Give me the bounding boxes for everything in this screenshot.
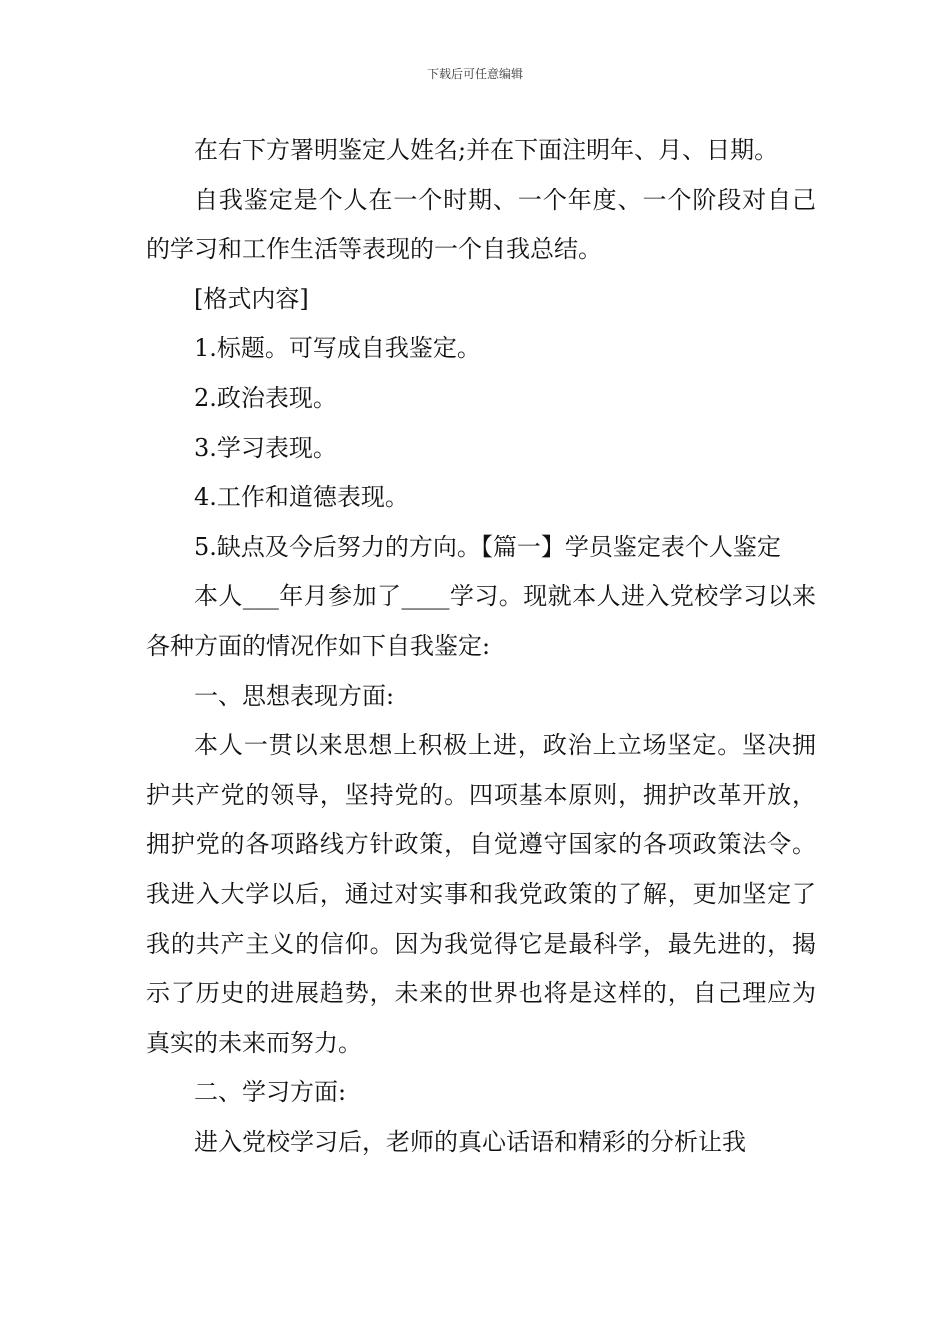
paragraph: 5.缺点及今后努力的方向。【篇一】学员鉴定表个人鉴定	[194, 532, 781, 561]
section-heading: 一、思想表现方面:	[194, 681, 395, 710]
section-heading: 二、学习方面:	[194, 1078, 347, 1107]
paragraph: 1.标题。可写成自我鉴定。	[194, 334, 481, 363]
paragraph: 在右下方署明鉴定人姓名;并在下面注明年、月、日期。	[194, 136, 779, 164]
document-body	[146, 126, 816, 1167]
paragraph: [格式内容]	[194, 284, 309, 313]
paragraph: 自我鉴定是个人在一个时期、一个年度、一个阶段对自己的学习和工作生活等表现的一个自我总结。	[146, 185, 816, 264]
page-header: 下载后可任意编辑	[426, 67, 523, 81]
paragraph: 4.工作和道德表现。	[194, 483, 409, 512]
paragraph: 本人一贯以来思想上积极上进，政治上立场坚定。坚决拥护共产党的领导，坚持党的。四项基本原则，拥护改革开放，拥护党的各项路线方针政策，自觉遵守国家的各项政策法令。我进入大学以后，通过对实事和我党政策的了解，更加坚定了我的共产主义的信仰。因为我觉得它是最科学，最先进的，揭示了历史的进展趋势，未来的世界也将是这样的，自己理应为真实的未来而努力。	[146, 731, 816, 1057]
paragraph: 2.政治表现。	[194, 383, 337, 412]
paragraph: 进入党校学习后，老师的真心话语和精彩的分析让我	[194, 1127, 746, 1156]
paragraph: 3.学习表现。	[194, 433, 337, 462]
paragraph: 本人___年月参加了____学习。现就本人进入党校学习以来各种方面的情况作如下自我鉴定:	[146, 582, 816, 660]
